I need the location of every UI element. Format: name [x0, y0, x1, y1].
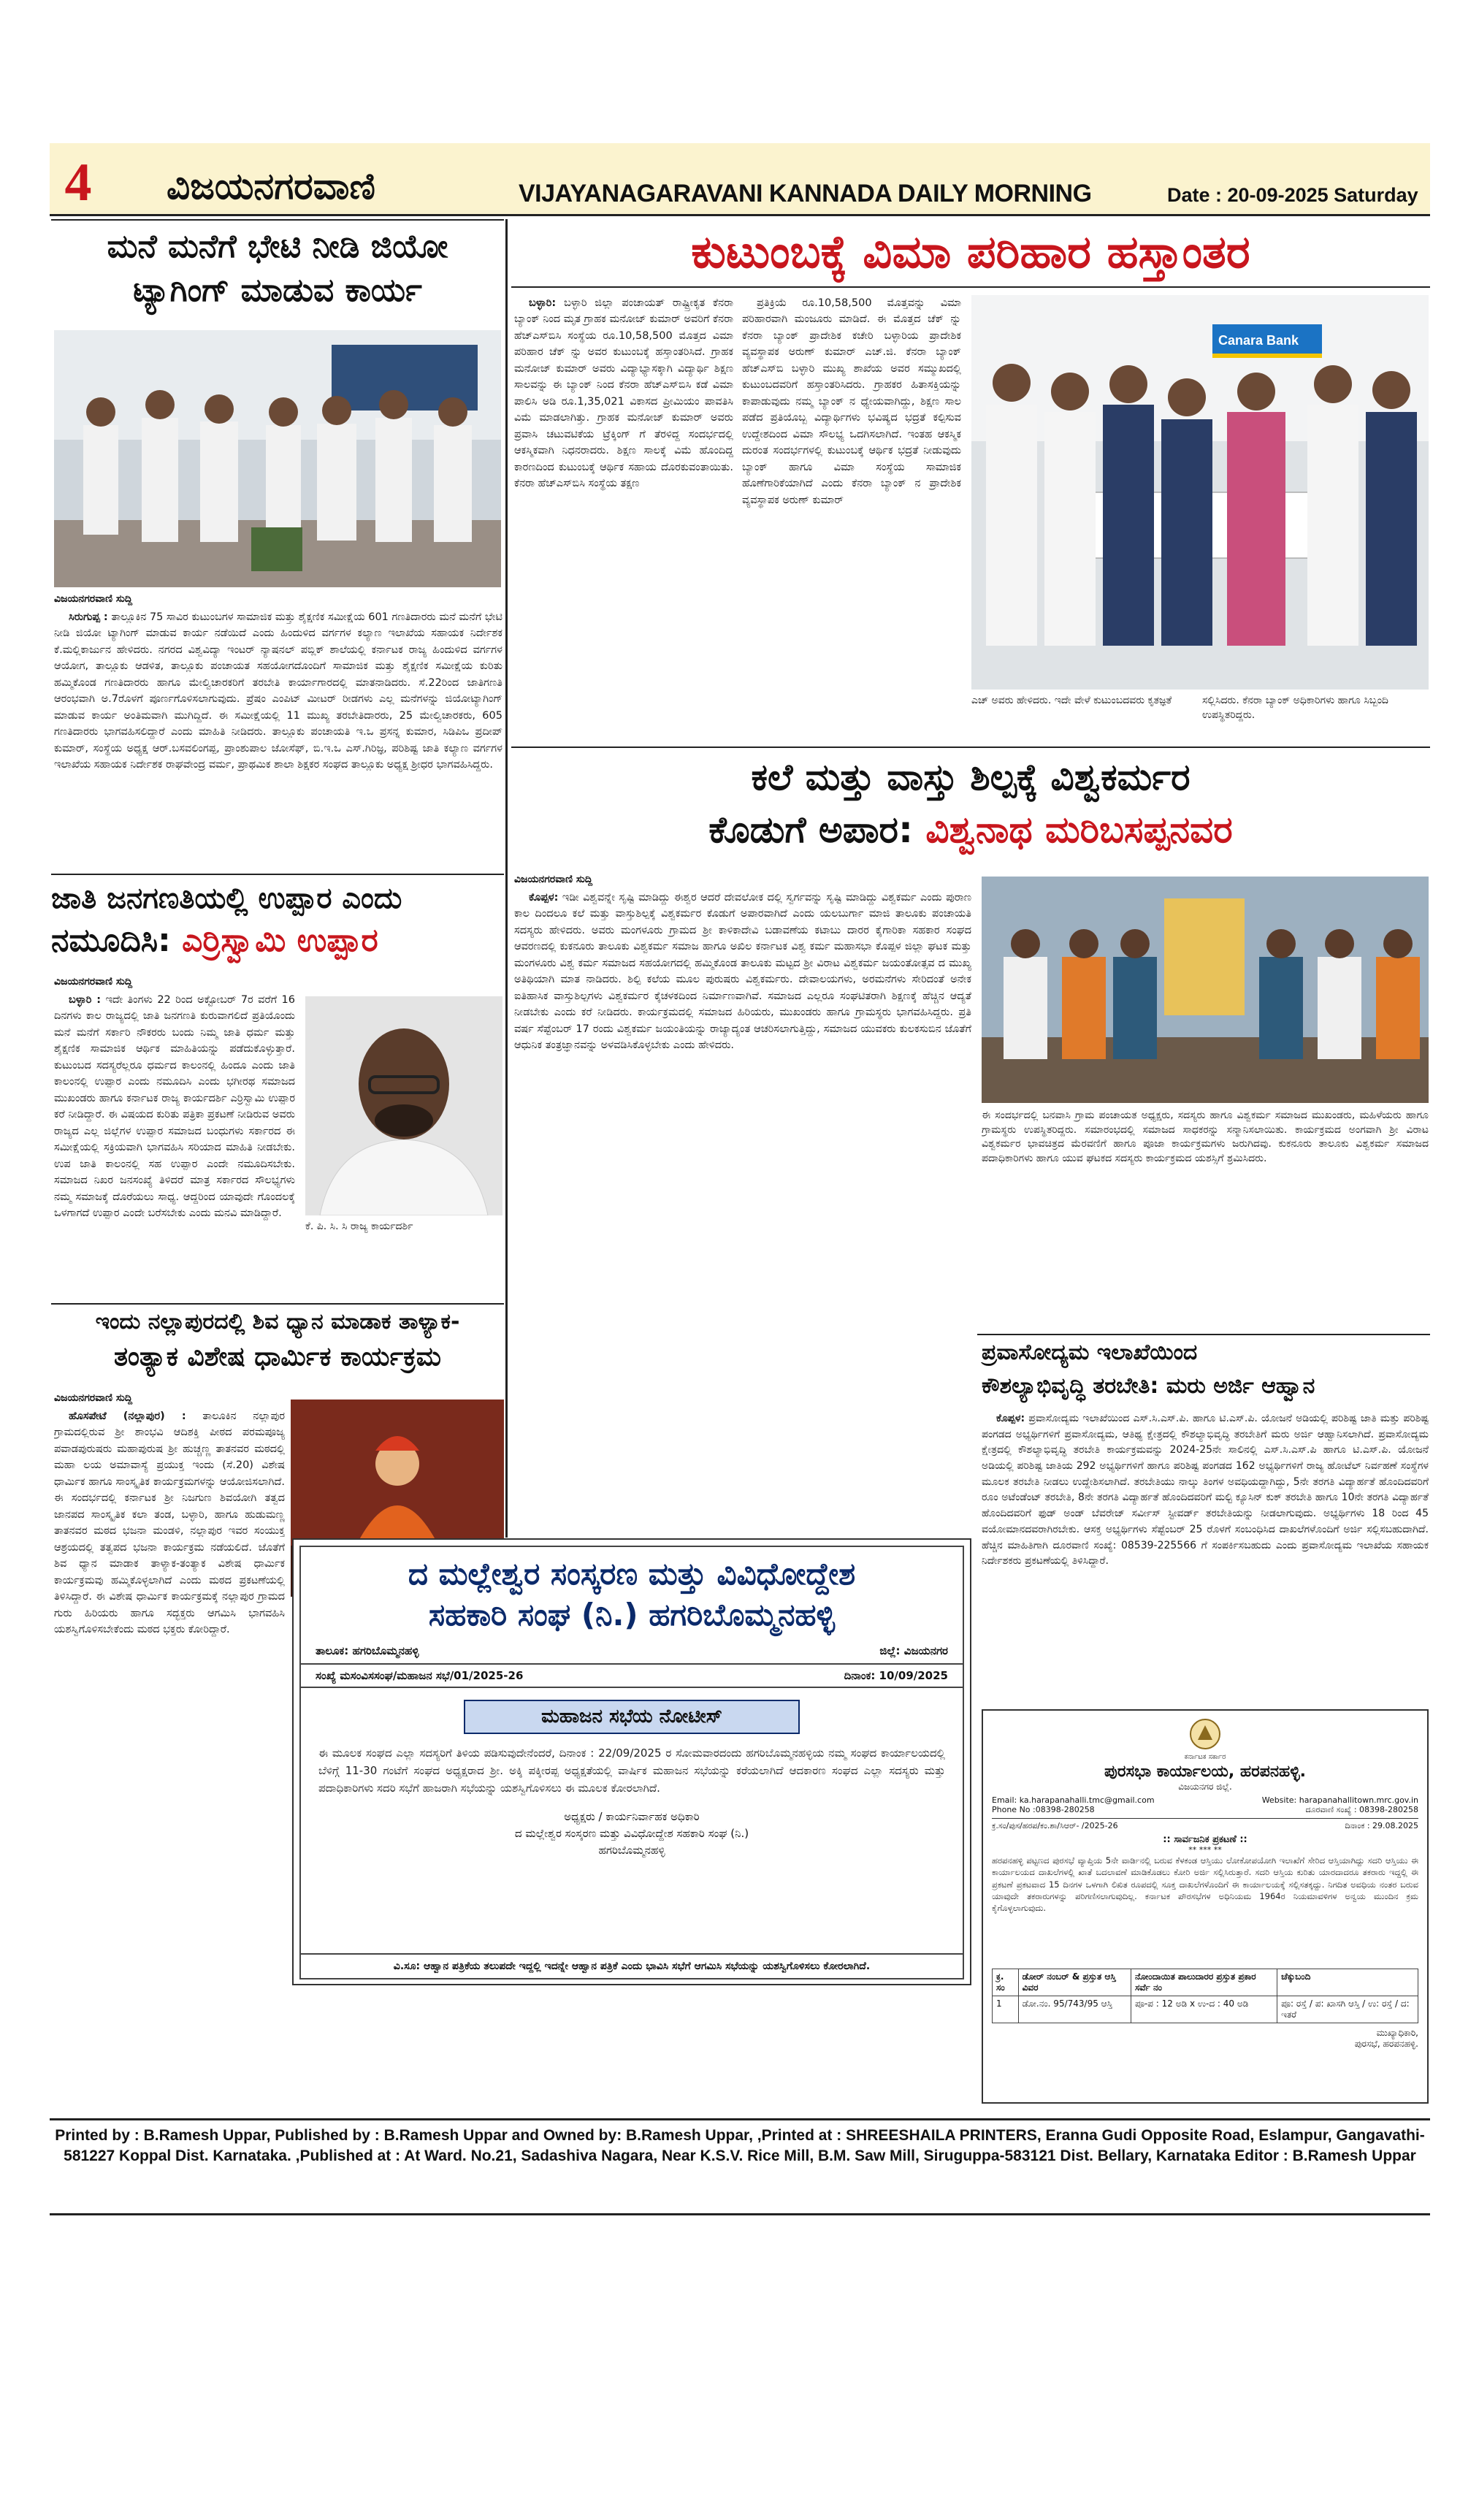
- rule: [51, 874, 504, 875]
- society-ref: ಸಂಖ್ಯೆ ಮಸಂವಿಸಸಂಘ/ಮಹಾಜನ ಸಭೆ/01/2025-26: [316, 1668, 524, 1682]
- story4-credit: ವಿಜಯನಗರವಾಣಿ ಸುದ್ದಿ: [54, 976, 133, 988]
- karnataka-emblem-icon: [1189, 1718, 1221, 1750]
- bank-sign: Canara Bank: [1218, 333, 1299, 348]
- brand-english: VIJAYANAGARAVANI KANNADA DAILY MORNING: [519, 180, 1092, 207]
- story6-body: [982, 1411, 1429, 1689]
- table-row: [993, 1996, 1418, 2023]
- municipal-body: ಹರಪನಹಳ್ಳಿ ಪಟ್ಟಣದ ಪುರಸಭೆ ವ್ಯಾಪ್ತಿಯ 5ನೇ ವಾರ್ಡಿನಲ್ಲಿ ಬರುವ ಕೆಳಕಂಡ ಆಸ್ತಿಯು ಲೋಕೋಪಯೋಗಿ ಇಲಾಖೆಗೆ ಸೇರಿದ ಆಸ್ತಿಯಾಗಿದ್ದು ಸದರಿ ಆಸ್ತಿಯು ಈ ಕಾರ್ಯಾಲಯದ ದಾಖಲೆಗಳಲ್ಲಿ ಖಾತೆ ಬದಲಾವಣೆ ಮಾಡಿಕೊಡಲು ಕೋರಿ ಅರ್ಜಿ ಸಲ್ಲಿಸಿರುತ್ತಾರೆ. ಸದರಿ ಆಸ್ತಿಯ ಕುರಿತು ಯಾರದಾದರೂ ತಕರಾರು ಇದ್ದಲ್ಲಿ ಈ ಪ್ರಕಟಣೆ ಪ್ರಕಟವಾದ 15 ದಿನಗಳ ಒಳಗಾಗಿ ಲಿಖಿತ ರೂಪದಲ್ಲಿ ಸೂಕ್ತ ದಾಖಲೆಗಳೊಂದಿಗೆ ಈ ಕಾರ್ಯಾಲಯಕ್ಕೆ ಸಲ್ಲಿಸತಕ್ಕದ್ದು. ನಿಗದಿತ ಅವಧಿಯ ನಂತರ ಬರುವ ಯಾವುದೇ ತಕರಾರುಗಳನ್ನು ಪರಿಗಣಿಸಲಾಗುವುದಿಲ್ಲ. ಕರ್ನಾಟಕ ಪೌರಸಭೆಗಳ ಅಧಿನಿಯಮ 1964ರ ನಿಯಮಾವಳಿಗಳ ಅನ್ವಯ ಮುಂದಿನ ಕ್ರಮ ಕೈಗೊಳ್ಳಲಾಗುವುದು.: [992, 1855, 1418, 1913]
- municipal-ref: ಕ್ರ.ಸಂ/ಪುಸ/ಹರಪ/ಕಂ.ಶಾ/ಸಿಆರ್- /2025-26: [992, 1821, 1118, 1831]
- story1-headline-line2: ಟ್ಯಾಗಿಂಗ್ ಮಾಡುವ ಕಾರ್ಯ: [133, 272, 422, 309]
- story4-dateline: ಬಳ್ಳಾರಿ :: [69, 994, 102, 1006]
- society-body: ಈ ಮೂಲಕ ಸಂಘದ ಎಲ್ಲಾ ಸದಸ್ಯರಿಗೆ ತಿಳಿಯ ಪಡಿಸುವುದೇನೆಂದರೆ, ದಿನಾಂಕ : 22/09/2025 ರ ಸೋಮವಾರದಂದು ಹಗರಿಬೊಮ್ಮನಹಳ್ಳಿಯ ನಮ್ಮ ಸಂಘದ ಕಾರ್ಯಾಲಯದಲ್ಲಿ ಬೆಳಿಗ್ಗೆ 11-30 ಗಂಟೆಗೆ ಸಂಘದ ಅಧ್ಯಕ್ಷರಾದ ಶ್ರೀ. ಅಕ್ಕಿ ಪಕ್ಕೀರಪ್ಪ ಅಧ್ಯಕ್ಷತೆಯಲ್ಲಿ ವಾರ್ಷಿಕ ಮಹಾಜನ ಸಭೆಯನ್ನು ಕರೆಯಲಾಗಿದೆ ಆದಕಾರಣ ಸಂಘದ ಎಲ್ಲಾ ಸದಸ್ಯರು ಮತ್ತು ಪದಾಧಿಕಾರಿಗಳು ಸದರಿ ಸಭೆಗೆ ಹಾಜರಾಗಿ ಸಭೆಯನ್ನು ಯಶಸ್ವಿಗೊಳಿಸಲು ಈ ಮೂಲಕ ಕೋರಲಾಗಿದೆ.: [318, 1746, 945, 1795]
- municipal-table-cell: ಪೂ: ರಸ್ತೆ / ಪ: ಖಾಸಗಿ ಆಸ್ತಿ / ಉ: ರಸ್ತೆ / ದ: ಇತರೆ: [1277, 1996, 1418, 2023]
- story4-headline-line1: ಜಾತಿ ಜನಗಣತಿಯಲ್ಲಿ ಉಪ್ಪಾರ ಎಂದು: [51, 882, 402, 915]
- story5-text: ತಾಲೂಕಿನ ನಲ್ಲಾಪುರ ಗ್ರಾಮದಲ್ಲಿರುವ ಶ್ರೀ ಶಾಂಭವಿ ಆದಿಶಕ್ತಿ ಪೀಠದ ಪರಮಪೂಜ್ಯ ಪವಾಡಪುರುಷರು ಮಹಾಪುರುಷ ಶ್ರೀ ಹುಚ್ಚಣ್ಣ ತಾತನವರ ಮಠದಲ್ಲಿ ಮಹಾ ಲಯ ಅಮಾವಾಸ್ಯೆ ಪ್ರಯುಕ್ತ ಇಂದು (ಸೆ.20) ವಿಶೇಷ ಧಾರ್ಮಿಕ ಹಾಗೂ ಸಾಂಸ್ಕೃತಿಕ ಕಾರ್ಯಕ್ರಮಗಳನ್ನು ಆಯೋಜಿಸಲಾಗಿದೆ. ಈ ಸಂದರ್ಭದಲ್ಲಿ ಕರ್ನಾಟಕ ಶ್ರೀ ನಿಜಗುಣ ಶಿವಯೋಗಿ ತತ್ವದ ಜಾನಪದ ಸಾಂಸ್ಕೃತಿಕ ಕಲಾ ತಂಡ, ಬಳ್ಳಾರಿ, ಹಾಗೂ ಹುಡುಮಣ್ಣ ತಾತನವರ ಮಠದ ಭಜನಾ ಮಂಡಳಿ, ನಲ್ಲಾಪುರ ಇವರ ಸಂಯುಕ್ತ ಆಶ್ರಯದಲ್ಲಿ ತತ್ವಪದ ಭಜನಾ ಕಾರ್ಯಕ್ರಮ ನಡೆಯಲಿದೆ. ಜೊತೆಗೆ ಶಿವ ಧ್ಯಾನ ಮಾಡಾಕ ತಾಳ್ಯಾಕ-ತಂತ್ಯಾಕ ವಿಶೇಷ ಧಾರ್ಮಿಕ ಕಾರ್ಯಕ್ರಮವು ಹಮ್ಮಿಕೊಳ್ಳಲಾಗಿದೆ ಎಂದು ಮಠದ ಪ್ರಕಟಣೆಯಲ್ಲಿ ತಿಳಿಸಿದ್ದಾರೆ. ಈ ವಿಶೇಷ ಧಾರ್ಮಿಕ ಕಾರ್ಯಕ್ರಮಕ್ಕೆ ನಲ್ಲಾಪುರ ಗ್ರಾಮದ ಗುರು ಹಿರಿಯರು ಹಾಗೂ ಸದ್ಭಕ್ತರು ಆಗಮಿಸಿ ಭಾಗವಹಿಸಿ ಯಶಸ್ವಿಗೊಳಿಸಬೇಕೆಂದು ಮಠದ ಭಕ್ತರು ಕೋರಿದ್ದಾರೆ.: [54, 1410, 285, 1636]
- society-date: ದಿನಾಂಕ: 10/09/2025: [844, 1668, 948, 1682]
- municipal-signature-line1: ಮುಖ್ಯಾಧಿಕಾರಿ,: [1376, 2028, 1418, 2039]
- story4-text: ಇದೇ ತಿಂಗಳು 22 ರಿಂದ ಅಕ್ಟೋಬರ್ 7ರ ವರೆಗೆ 16 ದಿನಗಳು ಕಾಲ ರಾಜ್ಯದಲ್ಲಿ ಜಾತಿ ಜನಗಣತಿ ಕುರುವಾಗಲಿದೆ ಪ್ರತಿಯೊಂದು ಮನೆ ಮನೆಗೆ ಸರ್ಕಾರಿ ನೌಕರರು ಬಂದು ನಿಮ್ಮ ಜಾತಿ ಧರ್ಮ ಮತ್ತು ಶೈಕ್ಷಣಿಕ ಸಾಮಾಜಿಕ ಆರ್ಥಿಕ ಮಾಹಿತಿಯನ್ನು ಪಡೆದುಕೊಳ್ಳುತ್ತಾರೆ. ಕುಟುಂಬದ ಸದಸ್ಯರೆಲ್ಲರೂ ಧರ್ಮದ ಕಾಲಂನಲ್ಲಿ ಹಿಂದೂ ಎಂದು ಜಾತಿ ಕಾಲಂನಲ್ಲಿ ಉಪ್ಪಾರ ಎಂದು ನಮೂದಿಸಿ ಎಂದು ಭಗೀರಥ ಸಮಾಜದ ಮುಖಂಡರು ಹಾಗೂ ಕರ್ನಾಟಕ ರಾಜ್ಯ ಕಾರ್ಯದರ್ಶಿ ಎರ್ರಿಸ್ವಾಮಿ ಉಪ್ಪಾರ ಕರೆ ನೀಡಿದ್ದಾರೆ. ಈ ವಿಷಯದ ಕುರಿತು ಪತ್ರಿಕಾ ಪ್ರಕಟಣೆ ನೀಡಿರುವ ಅವರು ರಾಜ್ಯದ ಎಲ್ಲ ಜಿಲ್ಲೆಗಳ ಉಪ್ಪಾರ ಸಮಾಜದ ಬಂಧುಗಳು ಸರ್ಕಾರದ ಈ ಸಮೀಕ್ಷೆಯಲ್ಲಿ ಸಕ್ರಿಯವಾಗಿ ಭಾಗವಹಿಸಿ ಸರಿಯಾದ ಮಾಹಿತಿ ನೀಡಬೇಕು. ಉಪ ಜಾತಿ ಕಾಲಂನಲ್ಲಿ ಸಹ ಉಪ್ಪಾರ ಎಂದೇ ನಮೂದಿಸಬೇಕು. ಸಮಾಜದ ನಿಖರ ಜನಸಂಖ್ಯೆ ತಿಳಿದರೆ ಮಾತ್ರ ಸರ್ಕಾರದ ಸೌಲಭ್ಯಗಳು ನಮ್ಮ ಸಮಾಜಕ್ಕೆ ದೊರೆಯಲು ಸಾಧ್ಯ. ಆದ್ದರಿಂದ ಯಾವುದೇ ಗೊಂದಲಕ್ಕೆ ಒಳಗಾಗದೆ ಉಪ್ಪಾರ ಎಂದೇ ಬರೆಸಬೇಕು ಎಂದು ಮನವಿ ಮಾಡಿದ್ದಾರೆ.: [54, 994, 295, 1220]
- story5-dateline: ಹೊಸಪೇಟೆ (ನಲ್ಲಾಪುರ) :: [69, 1410, 186, 1422]
- story4-headline-black: ನಮೂದಿಸಿ:: [51, 922, 171, 959]
- story1-text: ತಾಲ್ಲೂಕಿನ 75 ಸಾವಿರ ಕುಟುಂಬಗಳ ಸಾಮಾಜಿಕ ಮತ್ತು ಶೈಕ್ಷಣಿಕ ಸಮೀಕ್ಷೆಯ 601 ಗಣತಿದಾರರು ಮನೆ ಮನೆಗೆ ಭೇಟಿ ನೀಡಿ ಜಿಯೋ ಟ್ಯಾಗಿಂಗ್ ಮಾಡುವ ಕಾರ್ಯ ನಡೆಯಿದೆ ಎಂದು ಹಿಂದುಳಿದ ವರ್ಗಗಳ ಕಲ್ಯಾಣ ಇಲಾಖೆಯ ಸಹಾಯಕ ನಿರ್ದೇಶಕ ಕೆ.ಮಲ್ಲಿಕಾರ್ಜುನ ಹೇಳಿದರು. ನಗರದ ವಿಶ್ವವಿದ್ಯಾ ಇಂಟರ್ ನ್ಯಾಷನಲ್ ಪಬ್ಲಿಕ್ ಶಾಲೆಯಲ್ಲಿ ಕರ್ನಾಟಕ ರಾಜ್ಯ ಹಿಂದುಳಿದ ವರ್ಗಗಳ ಆಯೋಗ, ತಾಲ್ಲೂಕು ಆಡಳಿತ, ತಾಲ್ಲೂಕು ಪಂಚಾಯತ ಸಹಯೋಗದೊಂದಿಗೆ ಸಾಮಾಜಿಕ ಮತ್ತು ಶೈಕ್ಷಣಿಕ ಸಮೀಕ್ಷೆಯ ಕುರಿತು ಹಮ್ಮಿಕೊಂಡ ಗಣತಿದಾರರು ಹಾಗೂ ಮೇಲ್ವಿಚಾರಕರಿಗೆ ತರಬೇತಿ ಕಾರ್ಯಾಗಾರದಲ್ಲಿ ಮಾತನಾಡಿದರು. ಸೆ.22ರಿಂದ ಜಾತಿಗಣತಿ ಆರಂಭವಾಗಿ ಅ.7ರೊಳಗೆ ಪೂರ್ಣಗೊಳಿಸಲಾಗುವುದು. ಪ್ರೆಷಂ ಎಂಪಿಟ್ ಮೀಟರ್ ರೀಡಗಳು ಎಲ್ಲ ಮನೆಗಳನ್ನು ಜಿಯೋಟ್ಯಾಗಿಂಗ್ ಮಾಡುವ ಕಾರ್ಯ ಅಂತಿಮವಾಗಿ ಮುಗಿದ್ದಿದೆ. ಈ ಸಮೀಕ್ಷೆಯಲ್ಲಿ 11 ಮುಖ್ಯ ತರಬೇತಿದಾರರು, 25 ಮೇಲ್ವಿಚಾರಕರು, 605 ಗಣತಿದಾರರು ಭಾಗವಹಿಸಲಿದ್ದಾರೆ ಎಂದು ಮಾಹಿತಿ ನೀಡಿದರು. ತಾಲ್ಲೂಕು ಪಂಚಾಯತಿ ಇ.ಒ ಪ್ರಸನ್ನ ಕುಮಾರ, ಸಿಡಿಪಿಒ ಪ್ರದೀಪ್ ಕುಮಾರ್, ಸಂಸ್ಥೆಯ ಅಧ್ಯಕ್ಷ ಆರ್.ಬಸವಲಿಂಗಪ್ಪ, ಪ್ರಾಂಶುಪಾಲ ಜೋಸೆಫ್, ಬಿ.ಇ.ಒ ಎಸ್.ಗಿರಿಜ್ಞ, ಪರಿಶಿಷ್ಟ ಜಾತಿ ಕಲ್ಯಾಣ ವರ್ಗಗಳ ಇಲಾಖೆಯ ಸಹಾಯಕ ನಿರ್ದೇಶಕ ರಾಘವೇಂದ್ರ ವರ್ಮ, ಪ್ರಾಥಮಿಕ ಶಾಲಾ ಶಿಕ್ಷಕರ ಸಂಘದ ತಾಲ್ಲೂಕು ಅಧ್ಯಕ್ಷ ಶ್ರೀಧರ ಭಾಗವಹಿಸಿದ್ದರು.: [54, 611, 502, 771]
- story2-col2: [742, 295, 961, 704]
- municipal-website: Website: harapanahallitown.mrc.gov.in: [1261, 1795, 1418, 1806]
- story3-photo: [982, 877, 1429, 1103]
- municipal-table-header: ಕ್ರ. ಸಂ: [993, 1969, 1019, 1996]
- municipal-fax: ದೂರವಾಣಿ ಸಂಖ್ಯೆ : 08398-280258: [1305, 1805, 1418, 1815]
- story5-credit: ವಿಜಯನಗರವಾಣಿ ಸುದ್ದಿ: [54, 1392, 133, 1404]
- story3-caption: ಈ ಸಂದರ್ಭದಲ್ಲಿ ಬನವಾಸಿ ಗ್ರಾಮ ಪಂಚಾಯತ ಅಧ್ಯಕ್ಷರು, ಸದಸ್ಯರು ಹಾಗೂ ವಿಶ್ವಕರ್ಮ ಸಮಾಜದ ಮುಖಂಡರು, ಮಹಿಳೆಯರು ಹಾಗೂ ಗ್ರಾಮಸ್ಥರು ಉಪಸ್ಥಿತರಿದ್ದರು. ಸಮಾರಂಭದಲ್ಲಿ ಸಮಾಜದ ಸಾಧಕರನ್ನು ಸನ್ಮಾನಿಸಲಾಯಿತು. ಕಾರ್ಯಕ್ರಮದ ಅಂಗವಾಗಿ ಶ್ರೀ ವಿರಾಟ ವಿಶ್ವಕರ್ಮರ ಭಾವಚಿತ್ರದ ಮೆರವಣಿಗೆ ಹಾಗೂ ಪೂಜಾ ಕಾರ್ಯಕ್ರಮಗಳು ಜರುಗಿದವು. ಕುಕನೂರು ತಾಲೂಕು ವಿಶ್ವಕರ್ಮ ಸಮಾಜದ ಪದಾಧಿಕಾರಿಗಳು ಹಾಗೂ ಯುವ ಘಟಕದ ಸದಸ್ಯರು ಕಾರ್ಯಕ್ರಮದ ಯಶಸ್ಸಿಗೆ ಶ್ರಮಿಸಿದರು.: [982, 1110, 1429, 1164]
- story1-credit: ವಿಜಯನಗರವಾಣಿ ಸುದ್ದಿ: [54, 593, 133, 605]
- story4-body: [54, 992, 295, 1297]
- footer-imprint: Printed by : B.Ramesh Uppar, Published by : B.Ramesh Uppar and Owned by: B.Ramesh Uppar, ,Printed at : SHREESHAILA PRINTERS, Eranna Gudi Opposite Road, Eslampur, Gangavathi-581227 Koppal Dist. Karnataka. ,Published at : At Ward. No.21, Sadashiva Nagara, Near K.S.V. Rice Mill, B.M. Saw Mill, Siruguppa-583121 Dist. Bellary, Karnataka Editor : B.Ramesh Uppar: [55, 2127, 1425, 2165]
- story5-headline-line2: ತಂತ್ಯಾಕ ವಿಶೇಷ ಧಾರ್ಮಿಕ ಕಾರ್ಯಕ್ರಮ: [113, 1342, 442, 1372]
- municipal-notice: [982, 1709, 1429, 2104]
- story2-col2-text: ಪ್ರತಿಕ್ರಿಯೆ ರೂ.10,58,500 ಮೊತ್ತವನ್ನು ವಿಮಾ ಪರಿಹಾರವಾಗಿ ಮಂಜೂರು ಮಾಡಿದೆ. ಈ ಮೊತ್ತದ ಚೆಕ್ ನ್ನು ಕೆನರಾ ಬ್ಯಾಂಕ್ ಪ್ರಾದೇಶಿಕ ಕಚೇರಿ ಬಳ್ಳಾರಿಯ ಪ್ರಾದೇಶಿಕ ವ್ಯವಸ್ಥಾಪಕ ಅರುಣ್ ಕುಮಾರ್ ಎಚ್.ಜಿ. ಕೆನರಾ ಬ್ಯಾಂಕ್ ಹೆಚ್‌ಎಸ್‌ಬಿ ಬಳ್ಳಾರಿ ಮುಖ್ಯ ಶಾಖೆಯ ಅವರ ಸಮ್ಮುಖದಲ್ಲಿ ಕುಟುಂಬದವರಿಗೆ ಹಸ್ತಾಂತರಿಸಿದರು. ಗ್ರಾಹಕರ ಹಿತಾಸಕ್ತಿಯನ್ನು ಕಾಪಾಡುವುದು ನಮ್ಮ ಬ್ಯಾಂಕ್ ನ ಧ್ಯೇಯವಾಗಿದ್ದು, ಶಿಕ್ಷಣ ಸಾಲ ಪಡೆದ ಪ್ರತಿಯೊಬ್ಬ ವಿದ್ಯಾರ್ಥಿಗಳು ಭವಿಷ್ಯದ ಭದ್ರತೆ ಕಲ್ಪಿಸುವ ಉದ್ದೇಶದಿಂದ ವಿಮಾ ಸೌಲಭ್ಯ ಒದಗಿಸಲಾಗಿದೆ. ಇಂತಹ ಆಕಸ್ಮಿಕ ದುರಂತ ಸಂದರ್ಭಗಳಲ್ಲಿ ಕುಟುಂಬಕ್ಕೆ ಆರ್ಥಿಕ ಭದ್ರತೆ ನೀಡುವುದು ಬ್ಯಾಂಕ್ ಹಾಗೂ ವಿಮಾ ಸಂಸ್ಥೆಯ ಸಾಮಾಜಿಕ ಹೊಣೆಗಾರಿಕೆಯಾಗಿದೆ ಎಂದು ಕೆನರಾ ಬ್ಯಾಂಕ್ ನ ಪ್ರಾದೇಶಿಕ ವ್ಯವಸ್ಥಾಪಕ ಅರುಣ್ ಕುಮಾರ್: [742, 297, 961, 506]
- story1-photo: [54, 330, 501, 587]
- municipal-table-cell: 1: [993, 1996, 1019, 2023]
- story2-col1: [514, 295, 733, 704]
- story3-headline-line2: [511, 808, 1430, 852]
- society-footnote: ವಿ.ಸೂ: ಆಹ್ವಾನ ಪತ್ರಿಕೆಯ ತಲುಪದೇ ಇದ್ದಲ್ಲಿ ಇದನ್ನೇ ಆಹ್ವಾನ ಪತ್ರಿಕೆ ಎಂದು ಭಾವಿಸಿ ಸಭೆಗೆ ಆಗಮಿಸಿ ಸಭೆಯನ್ನು ಯಶಸ್ವಿಗೊಳಿಸಲು ಕೋರಲಾಗಿದೆ.: [301, 1953, 963, 1978]
- story2-headline: ಕುಟುಂಬಕ್ಕೆ ವಿಮಾ ಪರಿಹಾರ ಹಸ್ತಾಂತರ: [691, 225, 1250, 278]
- municipal-title: ಪುರಸಭಾ ಕಾರ್ಯಾಲಯ, ಹರಪನಹಳ್ಳಿ.: [1104, 1763, 1307, 1781]
- story1-headline-line1: ಮನೆ ಮನೆಗೆ ಭೇಟಿ ನೀಡಿ ಜಿಯೋ: [107, 228, 448, 265]
- column-divider: [505, 219, 508, 1538]
- story2-caption-right: ಸಲ್ಲಿಸಿದರು. ಕೆನರಾ ಬ್ಯಾಂಕ್ ಅಧಿಕಾರಿಗಳು ಹಾಗೂ ಸಿಬ್ಬಂದಿ ಉಪಸ್ಥಿತರಿದ್ದರು.: [1202, 695, 1388, 721]
- story3-dateline: ಕೊಪ್ಪಳ:: [529, 892, 559, 904]
- municipal-table-header: ಚೆಕ್ಕುಬಂದಿ: [1277, 1969, 1418, 1996]
- municipal-table-header: ನೋಂದಾಯಿತ ಪಾಲುದಾರರ ಪ್ರಸ್ತುತ ಪ್ರಕಾರ ಸರ್ವೆ ನಂ: [1131, 1969, 1277, 1996]
- story5-headline-line1: ಇಂದು ನಲ್ಲಾಪುರದಲ್ಲಿ ಶಿವ ಧ್ಯಾನ ಮಾಡಾಕ ತಾಳ್ಯಾಕ-: [95, 1309, 460, 1335]
- municipal-signature-line2: ಪುರಸಭೆ, ಹರಪನಹಳ್ಳಿ.: [1354, 2039, 1418, 2050]
- story4-headline-red: ಎರ್ರಿಸ್ವಾಮಿ ಉಪ್ಪಾರ: [182, 922, 378, 959]
- municipal-subtitle: ವಿಜಯನಗರ ಜಿಲ್ಲೆ.: [1178, 1782, 1232, 1792]
- society-signatory-org: ದ ಮಲ್ಲೇಶ್ವರ ಸಂಸ್ಕರಣ ಮತ್ತು ವಿವಿಧೋದ್ದೇಶ ಸಹಕಾರಿ ಸಂಘ (ನಿ.): [514, 1827, 749, 1841]
- story3-credit: ವಿಜಯನಗರವಾಣಿ ಸುದ್ದಿ: [514, 874, 593, 885]
- footer-rule: [50, 2213, 1430, 2215]
- issue-date: Date : 20-09-2025 Saturday: [1167, 184, 1418, 206]
- footer-rule: [50, 2118, 1430, 2120]
- municipal-phone: Phone No :08398-280258: [992, 1805, 1095, 1815]
- story6-headline-line2: ಕೌಶಲ್ಯಾಭಿವೃದ್ಧಿ ತರಬೇತಿ: ಮರು ಅರ್ಜಿ ಆಹ್ವಾನ: [982, 1373, 1315, 1399]
- municipal-stars: ** *** **: [1188, 1845, 1222, 1855]
- story6-text: ಪ್ರವಾಸೋದ್ಯಮ ಇಲಾಖೆಯಿಂದ ಎಸ್.ಸಿ.ಎಸ್.ಪಿ. ಹಾಗೂ ಟಿ.ಎಸ್.ಪಿ. ಯೋಜನೆ ಅಡಿಯಲ್ಲಿ ಪರಿಶಿಷ್ಟ ಜಾತಿ ಮತ್ತು ಪರಿಶಿಷ್ಟ ಪಂಗಡದ ಅಭ್ಯರ್ಥಿಗಳಿಗೆ ಪ್ರವಾಸೋದ್ಯಮ, ಆತಿಥ್ಯ ಕ್ಷೇತ್ರದಲ್ಲಿ ಕೌಶಲ್ಯಾಭಿವೃದ್ಧಿ ತರಬೇತಿಗೆ ಮರು ಅರ್ಜಿ ಆಹ್ವಾನಿಸಲಾಗಿದೆ. ಪ್ರವಾಸೋದ್ಯಮ ಕ್ಷೇತ್ರದಲ್ಲಿ ಕೌಶಲ್ಯಾಭಿವೃದ್ಧಿ ತರಬೇತಿ ಕಾರ್ಯಕ್ರಮವನ್ನು 2024-25ನೇ ಸಾಲಿನಲ್ಲಿ ಎಸ್.ಸಿ.ಎಸ್.ಪಿ ಹಾಗೂ ಟಿ.ಎಸ್.ಪಿ. ಯೋಜನೆ ಅಡಿಯಲ್ಲಿ ಪರಿಶಿಷ್ಟ ಜಾತಿಯ 292 ಅಭ್ಯರ್ಥಿಗಳಿಗೆ ಹಾಗೂ ಪರಿಶಿಷ್ಟ ಪಂಗಡದ 162 ಅಭ್ಯರ್ಥಿಗಳಿಗೆ ರಾಜ್ಯ ಹೋಟೆಲ್ ನಿರ್ವಹಣೆ ಸಂಸ್ಥೆಗಳ ಮೂಲಕ ತರಬೇತಿ ನೀಡಲು ಉದ್ದೇಶಿಸಲಾಗಿದೆ. ತರಬೇತಿಯು ನಾಲ್ಕು ತಿಂಗಳ ಅವಧಿಯದ್ದಾಗಿದ್ದು, 5ನೇ ತರಗತಿ ವಿದ್ಯಾರ್ಹತೆ ಹೊಂದಿದವರಿಗೆ ರೂಂ ಅಟೆಂಡೆಂಟ್ ತರಬೇತಿ, 8ನೇ ತರಗತಿ ವಿದ್ಯಾರ್ಹತೆ ಹೊಂದಿದವರಿಗೆ ಮಲ್ಟಿ ಕ್ಯೂಸಿನ್ ಕುಕ್ ತರಬೇತಿ ಹಾಗೂ 10ನೇ ತರಗತಿ ವಿದ್ಯಾರ್ಹತೆ ಹೊಂದಿದವರಿಗೆ ಫುಡ್ ಅಂಡ್ ಬೆವರೇಜ್ ಸರ್ವೀಸ್ ಸ್ಟೀವರ್ಡ್ ತರಬೇತಿಯನ್ನು ನೀಡಲಾಗುವುದು. ಅಭ್ಯರ್ಥಿಗಳು 18 ರಿಂದ 45 ವಯೋಮಾನದವರಾಗಿರಬೇಕು. ಆಸಕ್ತ ಅಭ್ಯರ್ಥಿಗಳು ಸೆಪ್ಟೆಂಬರ್ 25 ರೊಳಗೆ ಸಂಬಂಧಿಸಿದ ದಾಖಲೆಗಳೊಂದಿಗೆ ಅರ್ಜಿ ಸಲ್ಲಿಸಬಹುದಾಗಿದೆ. ಹೆಚ್ಚಿನ ಮಾಹಿತಿಗಾಗಿ ದೂರವಾಣಿ ಸಂಖ್ಯೆ: 08539-225566 ಗೆ ಸಂಪರ್ಕಿಸಬಹುದು ಎಂದು ಪ್ರವಾಸೋದ್ಯಮ ಇಲಾಖೆಯ ಸಹಾಯಕ ನಿರ್ದೇಶಕರು ಪ್ರಕಟಣೆಯಲ್ಲಿ ತಿಳಿಸಿದ್ದಾರೆ.: [982, 1413, 1429, 1568]
- municipal-table-header: ಡೋರ್ ನಂಬರ್ & ಪ್ರಸ್ತುತ ಆಸ್ತಿ ವಿವರ: [1018, 1969, 1131, 1996]
- municipal-table: [992, 1969, 1418, 2023]
- story2-col1-text: ಬಳ್ಳಾರಿ ಜಿಲ್ಲಾ ಪಂಚಾಯತ್ ರಾಷ್ಟ್ರೀಕೃತ ಕೆನರಾ ಬ್ಯಾಂಕ್ ನಿಂದ ಮೃತ ಗ್ರಾಹಕ ಮನೋಜ್ ಕುಮಾರ್ ಅವರಿಗೆ ಕೆನರಾ ಹೆಚ್‌ಎಸ್‌ಬಿಸಿ ಸಂಸ್ಥೆಯ ರೂ.10,58,500 ಮೊತ್ತದ ವಿಮಾ ಪರಿಹಾರ ಚೆಕ್ ನ್ನು ಅವರ ಕುಟುಂಬಕ್ಕೆ ಹಸ್ತಾಂತರಿಸಿದೆ. ಗ್ರಾಹಕ ಮನೋಜ್ ಕುಮಾರ್ ಅವರು ವಿದ್ಯಾಭ್ಯಾಸಕ್ಕಾಗಿ ವಿದ್ಯಾರ್ಥಿ ಶಿಕ್ಷಣ ಸಾಲವನ್ನು ಈ ಬ್ಯಾಂಕ್ ನಿಂದ ಕೆನರಾ ಹೆಚ್‌ಎಸ್‌ಬಿಸಿ ಕಡೆ ವಿಮಾ ಪಾಲಿಸಿ ಅಡಿ ರೂ.1,35,021 ವಿಕಾಸದ ಪ್ರೀಮಿಯಂ ಪಾವತಿಸಿ ವಿಮೆ ಮಾಡಲಾಗಿತ್ತು. ಗ್ರಾಹಕ ಮನೋಜ್ ಕುಮಾರ್ ಅವರು ಪ್ರವಾಸಿ ಚಟುವಟಿಕೆಯ ಟ್ರೆಕ್ಕಿಂಗ್ ಗೆ ತೆರಳಿದ್ದ ಸಂದರ್ಭದಲ್ಲಿ ಆಕಸ್ಮಿಕವಾಗಿ ನಿಧನರಾದರು. ಶಿಕ್ಷಣ ಸಾಲಕ್ಕೆ ವಿಮೆ ಹೊಂದಿದ್ದ ಕಾರಣದಿಂದ ಕುಟುಂಬಕ್ಕೆ ಆರ್ಥಿಕ ಸಹಾಯ ದೊರಕುವಂತಾಯಿತು. ಕೆನರಾ ಹೆಚ್‌ಎಸ್‌ಬಿಸಿ ಸಂಸ್ಥೆಯ ತಕ್ಷಣ: [514, 297, 733, 490]
- story3-headline-red: ವಿಶ್ವನಾಥ ಮರಿಬಸಪ್ಪನವರ: [925, 809, 1233, 851]
- story4-portrait: [305, 996, 502, 1215]
- page-number: 4: [64, 153, 92, 213]
- society-signatory-title: ಅಧ್ಯಕ್ಷರು / ಕಾರ್ಯನಿರ್ವಾಹಕ ಅಧಿಕಾರಿ: [564, 1809, 700, 1823]
- story1-body: [54, 609, 502, 869]
- rule: [511, 747, 1430, 748]
- rule: [977, 1334, 1430, 1335]
- story2-caption-left: ಎಚ್ ಅವರು ಹೇಳಿದರು. ಇದೇ ವೇಳೆ ಕುಟುಂಬದವರು ಕೃತಜ್ಞತೆ: [971, 695, 1172, 706]
- story2-photo: [971, 295, 1429, 690]
- story3-headline-black: ಕೊಡುಗೆ ಅಪಾರ:: [708, 809, 913, 851]
- story4-headline-line2: [51, 922, 504, 961]
- municipal-heading: :: ಸಾರ್ವಜನಿಕ ಪ್ರಕಟಣೆ ::: [1163, 1834, 1247, 1846]
- society-title-line2: ಸಹಕಾರಿ ಸಂಘ (ನಿ.) ಹಗರಿಬೊಮ್ಮನಹಳ್ಳಿ: [428, 1597, 836, 1633]
- story4-photo-caption: ಕೆ. ಪಿ. ಸಿ. ಸಿ ರಾಜ್ಯ ಕಾರ್ಯದರ್ಶಿ: [305, 1221, 413, 1232]
- society-signatory-place: ಹಗರಿಬೊಮ್ಮನಹಳ್ಳಿ: [598, 1844, 665, 1857]
- rule: [51, 1303, 504, 1305]
- society-banner: ಮಹಾಜನ ಸಭೆಯ ನೋಟೀಸ್: [464, 1700, 800, 1734]
- society-title-line1: ದ ಮಲ್ಲೇಶ್ವರ ಸಂಸ್ಕರಣ ಮತ್ತು ವಿವಿಧೋದ್ದೇಶ: [408, 1556, 856, 1592]
- municipal-table-cell: ಡೋ.ನಂ. 95/743/95 ಆಸ್ತಿ: [1018, 1996, 1131, 2023]
- story3-headline-line1: ಕಲೆ ಮತ್ತು ವಾಸ್ತು ಶಿಲ್ಪಕ್ಕೆ ವಿಶ್ವಕರ್ಮರ: [751, 756, 1191, 798]
- story3-text: ಇಡೀ ವಿಶ್ವವನ್ನೇ ಸೃಷ್ಟಿ ಮಾಡಿದ್ದು ಈಶ್ವರ ಆದರೆ ದೇವಲೋಕ ದಲ್ಲಿ ಸ್ವರ್ಗವನ್ನು ಸೃಷ್ಟಿ ಮಾಡಿದ್ದು ವಿಶ್ವಕರ್ಮ ಎಂದು ಪುರಾಣ ಕಾಲ ದಿಂದಲೂ ಕಲೆ ಮತ್ತು ವಾಸ್ತುಶಿಲ್ಪಕ್ಕೆ ವಿಶ್ವಕರ್ಮರ ಕೊಡುಗೆ ಅಪಾರವಾಗಿದೆ ಎಂದು ಯಲಬುರ್ಗಾ ಮಾಜಿ ತಾಲೂಕು ಪಂಚಾಯತಿ ಸದಸ್ಯರು ಹೇಳಿದರು. ಅವರು ಮಂಗಳೂರು ಗ್ರಾಮದ ಶ್ರೀ ಕಾಳಿಕಾದೇವಿ ಬಡಾವಣೆಯ ಕಟಾಬು ದಾರರ ಕೈಗಾರಿಕಾ ಸಹಕಾರ ಸಂಘದ ಆವರಣದಲ್ಲಿ ಕುಕನೂರು ತಾಲೂಕು ವಿಶ್ವಕರ್ಮ ಸಮಾಜ ಹಾಗೂ ಅಖಿಲ ಕರ್ನಾಟಕ ವಿಶ್ವ ಕರ್ಮ ಮಹಾಸಭಾ ಕೊಪ್ಪಳ ಜಿಲ್ಲಾ ಘಟಕ ಮತ್ತು ಮಂಗಳೂರು ವಿಶ್ವ ಕರ್ಮ ಸಮಾಜದ ಸಹಯೋಗದಲ್ಲಿ ಹಮ್ಮಿಕೊಂಡ ತಾಲೂಕು ಮಟ್ಟದ ಶ್ರೀ ವಿರಾಟ ವಿಶ್ವಕರ್ಮ ಜಯಂತೋತ್ಸವ ದ ಮುಖ್ಯ ಅತಿಥಿಯಾಗಿ ಮಾತ ನಾಡಿದರು. ಶಿಲ್ಪಿ ಕಲೆಯ ಮೂಲ ಪುರುಷರು ವಿಶ್ವಕರ್ಮರು. ದೇವಾಲಯಗಳು, ಅರಮನೆಗಳು ಸೇರಿದಂತೆ ಅನೇಕ ಐತಿಹಾಸಿಕ ವಾಸ್ತುಶಿಲ್ಪಗಳು ವಿಶ್ವಕರ್ಮರ ಕೈಚಳಕದಿಂದ ನಿರ್ಮಾಣವಾಗಿವೆ. ಸಮಾಜದ ಎಲ್ಲರೂ ಸಂಘಟಿತರಾಗಿ ಶಿಕ್ಷಣಕ್ಕೆ ಹೆಚ್ಚಿನ ಆದ್ಯತೆ ನೀಡಬೇಕು ಎಂದು ಕರೆ ನೀಡಿದರು. ಕಾರ್ಯಕ್ರಮದಲ್ಲಿ ಸಮಾಜದ ಹಿರಿಯರು, ಮುಖಂಡರು ಹಾಗೂ ಗ್ರಾಮಸ್ಥರು ಭಾಗವಹಿಸಿದ್ದರು. ಪ್ರತಿ ವರ್ಷ ಸೆಪ್ಟೆಂಬರ್ 17 ರಂದು ವಿಶ್ವಕರ್ಮ ಜಯಂತಿಯನ್ನು ರಾಜ್ಯಾದ್ಯಂತ ಆಚರಿಸಲಾಗುತ್ತಿದ್ದು, ಸಮಾಜದ ಯುವಕರು ಕುಲಕಸುಬಿನ ಜೊತೆಗೆ ಆಧುನಿಕ ತಂತ್ರಜ್ಞಾನವನ್ನು ಅಳವಡಿಸಿಕೊಳ್ಳಬೇಕು ಎಂದು ಹೇಳಿದರು.: [514, 892, 971, 1052]
- municipal-email: Email: ka.harapanahalli.tmc@gmail.com: [992, 1795, 1155, 1806]
- rule: [51, 219, 504, 221]
- story6-headline-line1: ಪ್ರವಾಸೋದ್ಯಮ ಇಲಾಖೆಯಿಂದ: [982, 1340, 1198, 1365]
- society-district: ಜಿಲ್ಲೆ: ವಿಜಯನಗರ: [879, 1643, 948, 1657]
- rule: [511, 286, 1430, 288]
- brand-kannada: ವಿಜಯನಗರವಾಣಿ: [167, 165, 375, 207]
- story6-dateline: ಕೊಪ್ಪಳ:: [996, 1413, 1025, 1424]
- story2-dateline: ಬಳ್ಳಾರಿ:: [529, 297, 557, 309]
- municipal-emblem-label: ಕರ್ನಾಟಕ ಸರ್ಕಾರ: [1184, 1753, 1226, 1761]
- municipal-table-cell: ಪೂ-ಪ : 12 ಅಡಿ x ಉ-ದ : 40 ಅಡಿ: [1131, 1996, 1277, 2023]
- story1-dateline: ಸಿರುಗುಪ್ಪ :: [69, 611, 108, 623]
- municipal-date: ದಿನಾಂಕ : 29.08.2025: [1345, 1821, 1418, 1831]
- society-notice: [292, 1538, 971, 1985]
- story5-body: [54, 1408, 285, 2139]
- society-taluk: ತಾಲೂಕ: ಹಗರಿಬೊಮ್ಮನಹಳ್ಳಿ: [316, 1643, 419, 1657]
